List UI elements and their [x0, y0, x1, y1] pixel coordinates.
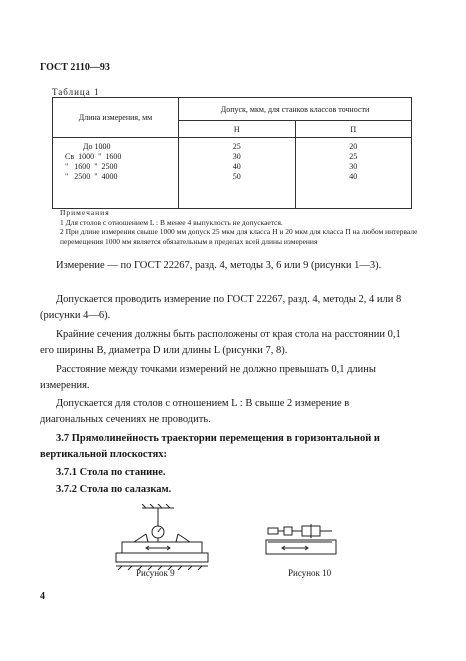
note-2: 2 При длине измерения свыше 1000 мм допуск 25 мкм для класса Н и 20 мкм для класса П на любом интервале перемещения 1000 мм является обязательным в пределах всей длины измерения: [60, 227, 418, 246]
class-h-values: [179, 138, 296, 209]
paragraph-measurement: Измерение — по ГОСТ 22267, разд. 4, методы 3, 6 или 9 (рисунки 1—3).: [56, 260, 382, 271]
value-cell: 25: [349, 152, 358, 161]
column-header-length: Длина измерения, мм: [53, 98, 179, 138]
value-cell: 40: [349, 172, 358, 181]
class-p-header: П: [295, 121, 412, 138]
paragraph-end-sections: Крайние сечения должны быть расположены от края стола на расстоянии 0,1 его ширины B, диаметра D или длины L (рисунки 7, 8).: [40, 329, 401, 356]
section-3-7: 3.7 Прямолинейность траектории перемещения в горизонтальной и вертикальной плоскостях:: [40, 433, 380, 460]
column-header-tolerance: Допуск, мкм, для станков классов точности: [179, 98, 412, 121]
note-1: 1 Для столов с отношением L : B менее 4 выпуклость не допускается.: [60, 217, 283, 227]
class-h-header: Н: [179, 121, 296, 138]
figure-9-drawing: [112, 504, 222, 574]
class-p-values: [295, 138, 412, 209]
figure-10-drawing: [262, 522, 372, 562]
value-cell: 25: [232, 142, 241, 151]
document-header: ГОСТ 2110—93: [40, 62, 110, 73]
value-cell: 30: [349, 162, 358, 171]
section-3-7-2: 3.7.2 Стола по салазкам.: [56, 484, 172, 495]
figure-10-caption: Рисунок 10: [288, 568, 332, 578]
length-row: Св 1000 " 1600: [65, 152, 122, 161]
value-cell: 20: [349, 142, 358, 151]
figure-9-caption: Рисунок 9: [136, 568, 175, 578]
table-caption: Таблица 1: [52, 87, 100, 97]
table-notes: [60, 208, 420, 246]
length-column: [53, 138, 179, 209]
value-cell: 50: [232, 172, 241, 181]
length-row: " 1600 " 2500: [65, 162, 118, 171]
paragraph-allowed-methods: Допускается проводить измерение по ГОСТ 22267, разд. 4, методы 2, 4 или 8 (рисунки 4—6).: [40, 294, 402, 321]
notes-title: Примечания: [60, 208, 110, 217]
page-number: 4: [40, 591, 45, 602]
value-cell: 40: [232, 162, 241, 171]
value-cell: 30: [232, 152, 241, 161]
section-3-7-1: 3.7.1 Стола по станине.: [56, 467, 166, 478]
tolerance-table: [52, 97, 412, 209]
paragraph-diagonal-sections: Допускается для столов с отношением L : B свыше 2 измерение в диагональных сечениях не проводить.: [40, 398, 350, 425]
length-row: " 2500 " 4000: [65, 172, 118, 181]
length-row: До 1000: [83, 142, 111, 151]
paragraph-point-distance: Расстояние между точками измерений не должно превышать 0,1 длины измерения.: [40, 364, 376, 391]
